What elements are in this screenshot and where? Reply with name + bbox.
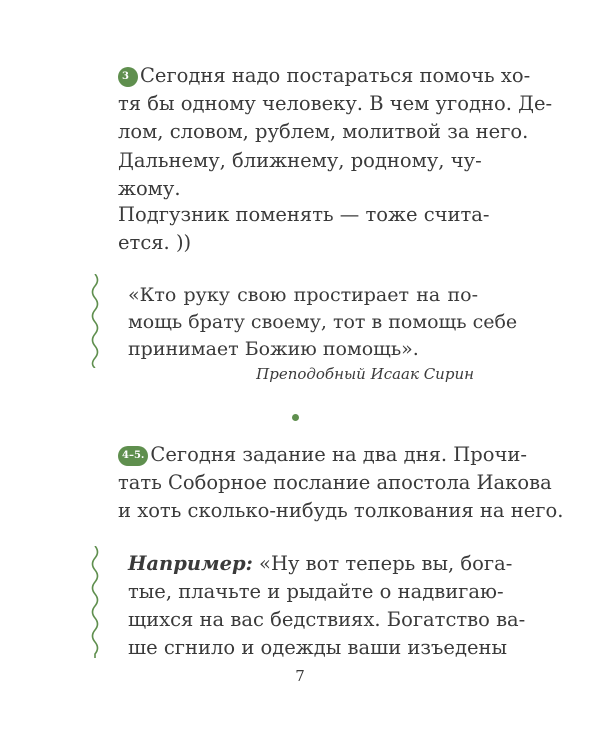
text-line: 4–5. Сегодня задание на два дня. Прочи- <box>118 441 478 469</box>
page-number: 7 <box>295 667 305 685</box>
quote-james <box>128 550 526 662</box>
text-line: тать Соборное послание апостола Иакова <box>118 471 552 494</box>
wavy-line-icon <box>88 274 102 368</box>
text-line: жому. <box>118 177 181 200</box>
text-line: лом, словом, рублем, молитвой за него. <box>118 120 529 143</box>
section-4-5-paragraph <box>118 441 564 525</box>
quote-isaac <box>128 282 518 363</box>
section-3-paragraph-2 <box>118 147 482 203</box>
quote-line: щихся на вас бедствиях. Богатство ва- <box>128 608 526 631</box>
text-line: Дальнему, ближнему, родному, чу- <box>118 149 482 172</box>
quote-line: принимает Божию помощь». <box>128 338 419 360</box>
text-line: 3 Сегодня надо постараться помочь хо- <box>118 62 478 90</box>
quote-line: тые, плачьте и рыдайте о надвигаю- <box>128 580 504 603</box>
text-line: и хоть сколько-нибудь толкования на него. <box>118 499 564 522</box>
quote-line: ше сгнило и одежды ваши изъедены <box>128 636 508 659</box>
quote-line: «Кто руку свою простирает на по- <box>128 284 478 306</box>
text-line: тя бы одному человеку. В чем угодно. Де- <box>118 92 553 115</box>
quote-author: Преподобный Исаак Сирин <box>256 365 474 383</box>
section-3-paragraph-3 <box>118 201 490 257</box>
quote-line: мощь брату своему, тот в помощь себе <box>128 311 518 333</box>
day-badge-3: 3 <box>118 67 138 87</box>
wavy-line-icon <box>88 546 102 658</box>
text-line: ется. )) <box>118 231 192 254</box>
section-divider-dot <box>292 414 299 421</box>
quote-line: Например: «Ну вот теперь вы, бога- <box>128 552 513 575</box>
section-3-paragraph <box>118 62 553 146</box>
text-line: Подгузник поменять — тоже счита- <box>118 203 490 226</box>
example-label: Например: <box>128 552 253 575</box>
day-badge-4-5: 4–5. <box>118 446 148 466</box>
